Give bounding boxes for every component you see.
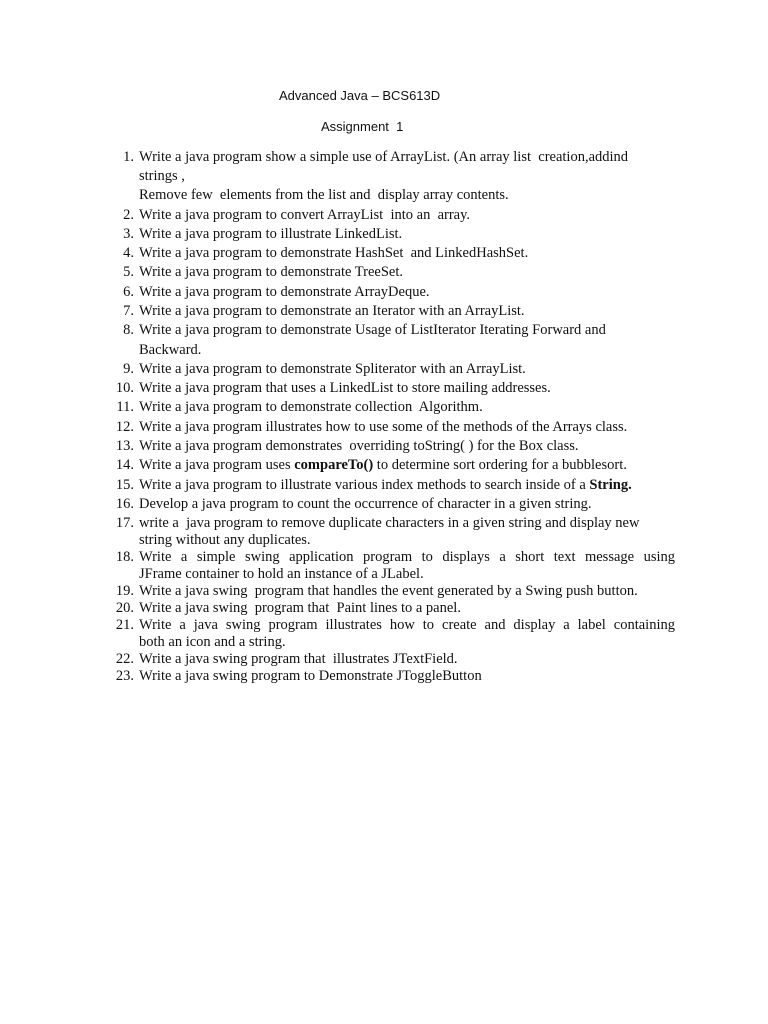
item-number: 23. xyxy=(115,668,134,684)
item-text-part: to determine sort ordering for a bubblesort. xyxy=(373,457,627,473)
item-number: 11. xyxy=(116,399,134,415)
item-text-bold: String. xyxy=(589,477,632,493)
item-number: 17. xyxy=(115,515,134,531)
item-text-part: Write a java program uses xyxy=(139,457,295,473)
item-text: Write a java program to demonstrate collection Algorithm. xyxy=(139,399,483,415)
item-text: Write a java swing program that illustrates JTextField. xyxy=(139,651,458,667)
item-number: 21. xyxy=(115,617,134,633)
item-number: 14. xyxy=(115,457,134,473)
item-number: 3. xyxy=(123,226,134,242)
item-number: 12. xyxy=(115,419,134,435)
item-text: Write a java program to demonstrate TreeSet. xyxy=(139,264,403,280)
item-text: Write a java program to demonstrate Usage of ListIterator Iterating Forward and xyxy=(139,322,606,338)
item-text: Write a java program to demonstrate an Iterator with an ArrayList. xyxy=(139,303,525,319)
item-text: Write a java swing program that Paint lines to a panel. xyxy=(139,600,461,616)
item-text: Write a java program to convert ArrayList into an array. xyxy=(139,207,471,223)
item-text xyxy=(139,457,627,474)
item-text: Write a java program that uses a LinkedList to store mailing addresses. xyxy=(139,380,551,396)
item-number: 2. xyxy=(123,207,134,223)
item-text: Write a java swing program to Demonstrate JToggleButton xyxy=(139,668,482,684)
item-text xyxy=(139,477,632,494)
item-number: 7. xyxy=(123,303,134,319)
item-text: strings , xyxy=(139,168,185,184)
item-text: Backward. xyxy=(139,342,202,358)
item-text: both an icon and a string. xyxy=(139,634,286,650)
document-title: Advanced Java – BCS613D xyxy=(279,88,441,103)
item-number: 4. xyxy=(123,245,134,261)
item-number: 10. xyxy=(115,380,134,396)
item-text: Write a java swing program that handles the event generated by a Swing push button. xyxy=(139,583,638,599)
item-text: write a java program to remove duplicate characters in a given string and display new xyxy=(139,515,640,531)
item-number: 8. xyxy=(123,322,134,338)
item-text: Write a java program to demonstrate ArrayDeque. xyxy=(139,284,430,300)
item-number: 22. xyxy=(115,651,134,667)
item-text: Write a java swing program illustrates how to create and display a label containing xyxy=(139,617,675,633)
item-number: 20. xyxy=(115,600,134,616)
item-text: Write a java program to demonstrate HashSet and LinkedHashSet. xyxy=(139,245,529,261)
item-text: Write a java program illustrates how to use some of the methods of the Arrays class. xyxy=(139,419,628,435)
item-text: JFrame container to hold an instance of a JLabel. xyxy=(139,566,424,582)
item-number: 19. xyxy=(115,583,134,599)
item-text: Write a java program to demonstrate Spliterator with an ArrayList. xyxy=(139,361,526,377)
item-text: Write a java program to illustrate LinkedList. xyxy=(139,226,403,242)
item-number: 13. xyxy=(115,438,134,454)
item-text: Write a java program demonstrates overriding toString( ) for the Box class. xyxy=(139,438,579,454)
item-text: Develop a java program to count the occurrence of character in a given string. xyxy=(139,496,592,512)
item-number: 15. xyxy=(115,477,134,493)
document-subtitle: Assignment 1 xyxy=(321,119,404,134)
item-text: string without any duplicates. xyxy=(139,532,311,548)
item-text: Write a simple swing application program to displays a short text message using xyxy=(139,549,675,565)
item-number: 5. xyxy=(123,264,134,280)
item-text: Write a java program show a simple use of ArrayList. (An array list creation,addind xyxy=(139,149,629,165)
item-number: 9. xyxy=(123,361,134,377)
item-text-part: Write a java program to illustrate various index methods to search inside of a xyxy=(139,477,590,493)
item-number: 6. xyxy=(123,284,134,300)
item-number: 18. xyxy=(115,549,134,565)
item-text: Remove few elements from the list and display array contents. xyxy=(139,187,509,203)
item-text-bold: compareTo() xyxy=(294,457,374,473)
item-number: 1. xyxy=(123,149,134,165)
item-number: 16. xyxy=(115,496,134,512)
